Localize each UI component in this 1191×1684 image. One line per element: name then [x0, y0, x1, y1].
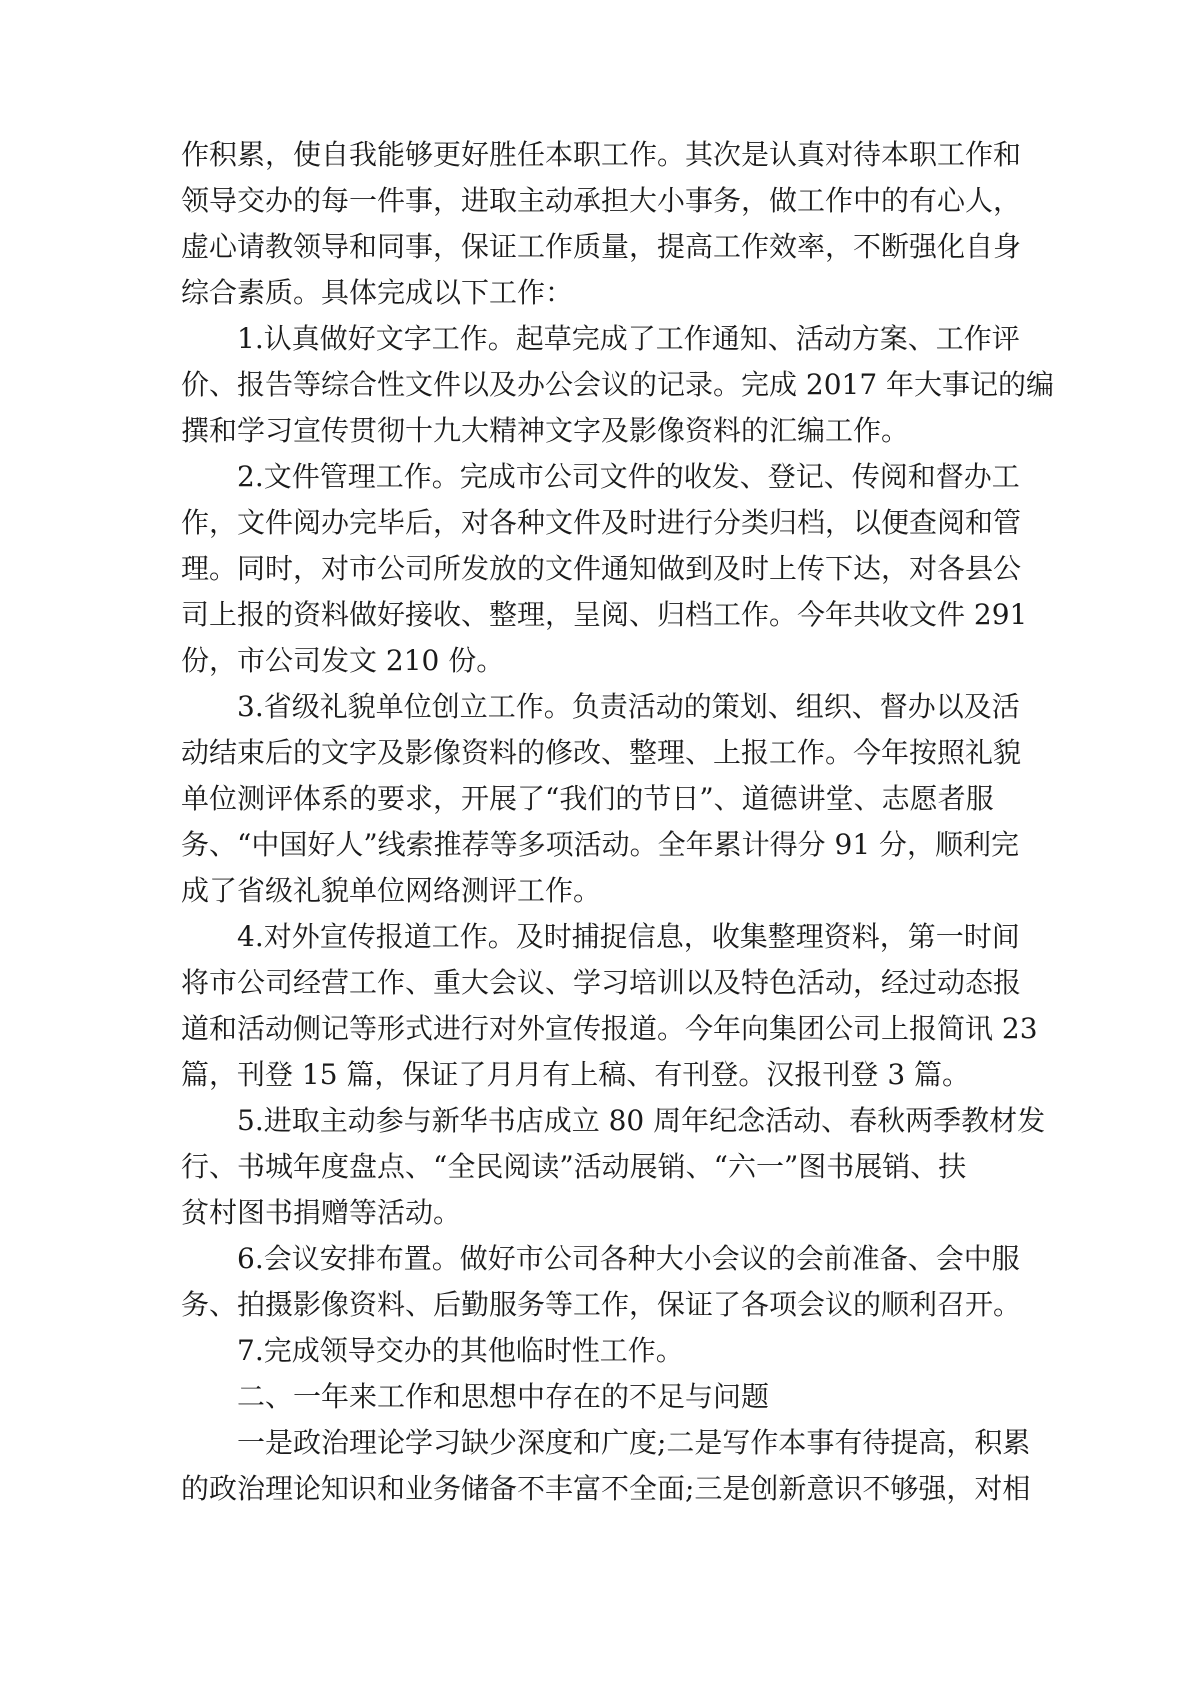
text-line: 综合素质。具体完成以下工作：: [181, 276, 574, 309]
text-line: 4.对外宣传报道工作。及时捕捉信息，收集整理资料，第一时间: [237, 920, 1020, 953]
text-line: 理。同时，对市公司所发放的文件通知做到及时上传下达，对各县公: [181, 552, 1022, 585]
text-line: 将市公司经营工作、重大会议、学习培训以及特色活动，经过动态报: [181, 966, 1022, 999]
text-line: 一是政治理论学习缺少深度和广度;二是写作本事有待提高，积累: [237, 1426, 1031, 1459]
text-line: 道和活动侧记等形式进行对外宣传报道。今年向集团公司上报简讯 23: [181, 1012, 1038, 1045]
text-line: 7.完成领导交办的其他临时性工作。: [237, 1334, 684, 1367]
text-line: 单位测评体系的要求，开展了“我们的节日”、道德讲堂、志愿者服: [181, 782, 994, 815]
text-line: 1.认真做好文字工作。起草完成了工作通知、活动方案、工作评: [237, 322, 1020, 355]
text-line: 作，文件阅办完毕后，对各种文件及时进行分类归档，以便查阅和管: [181, 506, 1022, 539]
text-line: 2.文件管理工作。完成市公司文件的收发、登记、传阅和督办工: [237, 460, 1020, 493]
text-line: 5.进取主动参与新华书店成立 80 周年纪念活动、春秋两季教材发: [237, 1104, 1046, 1137]
text-line: 的政治理论知识和业务储备不丰富不全面;三是创新意识不够强，对相: [181, 1472, 1031, 1505]
text-line: 撰和学习宣传贯彻十九大精神文字及影像资料的汇编工作。: [181, 414, 910, 447]
text-line: 份，市公司发文 210 份。: [181, 644, 505, 677]
text-line: 领导交办的每一件事，进取主动承担大小事务，做工作中的有心人，: [181, 184, 1022, 217]
section-heading: 二、一年来工作和思想中存在的不足与问题: [237, 1380, 770, 1413]
text-line: 6.会议安排布置。做好市公司各种大小会议的会前准备、会中服: [237, 1242, 1020, 1275]
text-line: 务、“中国好人”线索推荐等多项活动。全年累计得分 91 分，顺利完: [181, 828, 1020, 861]
text-line: 价、报告等综合性文件以及办公会议的记录。完成 2017 年大事记的编: [181, 368, 1055, 401]
text-line: 动结束后的文字及影像资料的修改、整理、上报工作。今年按照礼貌: [181, 736, 1022, 769]
text-line: 司上报的资料做好接收、整理，呈阅、归档工作。今年共收文件 291: [181, 598, 1028, 631]
text-line: 虚心请教领导和同事，保证工作质量，提高工作效率，不断强化自身: [181, 230, 1022, 263]
text-line: 成了省级礼貌单位网络测评工作。: [181, 874, 602, 907]
text-line: 贫村图书捐赠等活动。: [181, 1196, 462, 1229]
text-line: 务、拍摄影像资料、后勤服务等工作，保证了各项会议的顺利召开。: [181, 1288, 1022, 1321]
text-line: 作积累，使自我能够更好胜任本职工作。其次是认真对待本职工作和: [181, 138, 1022, 171]
text-line: 篇，刊登 15 篇，保证了月月有上稿、有刊登。汉报刊登 3 篇。: [181, 1058, 971, 1091]
text-line: 行、书城年度盘点、“全民阅读”活动展销、“六一”图书展销、扶: [181, 1150, 967, 1183]
document-body: [181, 132, 1055, 1512]
text-line: 3.省级礼貌单位创立工作。负责活动的策划、组织、督办以及活: [237, 690, 1020, 723]
